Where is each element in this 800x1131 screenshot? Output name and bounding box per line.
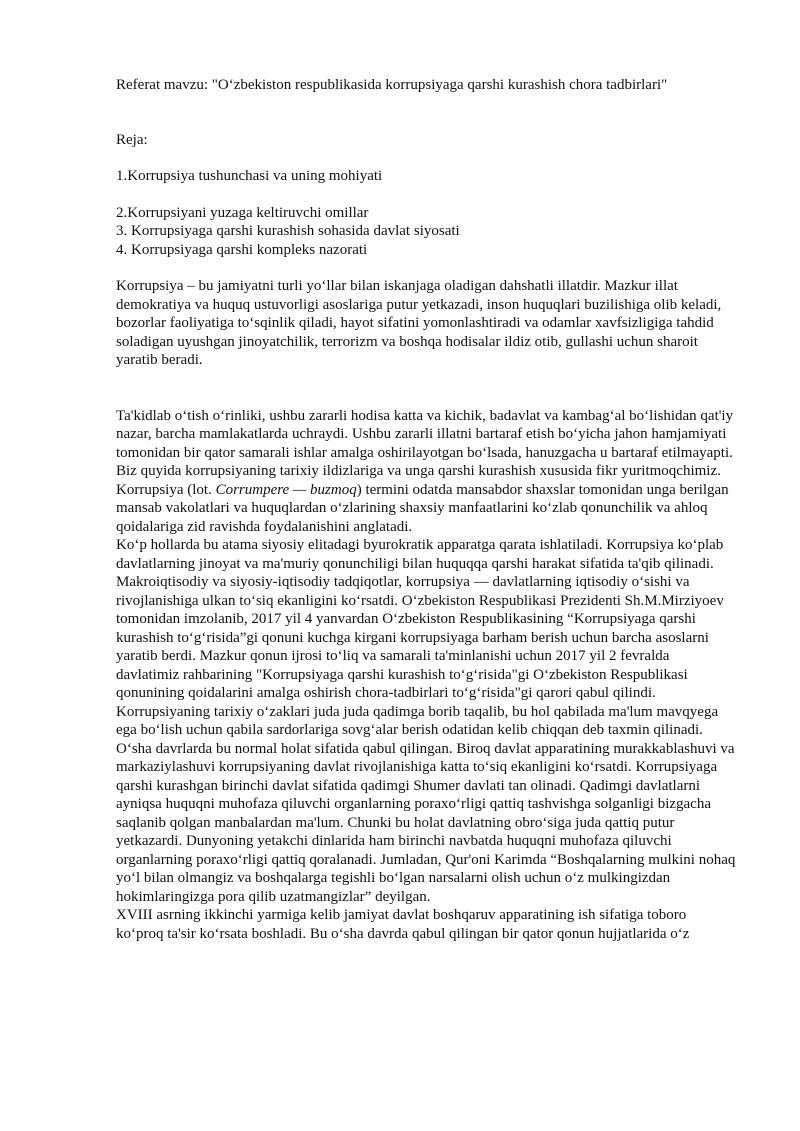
paragraph-3-emphasis: Corrumpere — buzmoq [215,481,357,498]
paragraph-7: XVIII asrning ikkinchi yarmiga kelib jamiyat davlat boshqaruv apparatining ish sifatiga toboro ko‘proq ta'sir ko‘rsata boshladi. Bu o‘sha davrda qabul qilingan bir qator qonun hujjatlarida o‘z [116,907,690,942]
paragraph-3-before: Korrupsiya (lot. [116,481,216,498]
intro-paragraph: Korrupsiya – bu jamiyatni turli yo‘llar bilan iskanjaga oladigan dahshatli illatdir. Mazkur illat demokratiya va huquq ustuvorligi asoslariga putur yetkazadi, inson huquqlari buzilishiga olib keladi, bozorlar faoliyatiga to‘sqinlik qiladi, hayot sifatini yomonlashtiradi va odamlar xavfsizligiga tahdid soladigan uyushgan jinoyatchilik, terrorizm va boshqa hodisalar ildiz otib, gullashi uchun sharoit yaratib beradi. [116,278,722,368]
plan-item-2: 2.Korrupsiyani yuzaga keltiruvchi omillar [116,204,369,221]
paragraph-3-after: ) termini odatda mansabdor shaxslar tomonidan unga berilgan mansab vakolatlari va huquqlardan o‘zlarining shaxsiy manfaatlarini ko‘zlab qonunchilik va ahloq qoidalariga zid ravishda foydalanishini anglatadi. [116,481,729,535]
plan-heading: Reja: [116,131,148,148]
document-title: Referat mavzu: "O‘zbekiston respublikasida korrupsiyaga qarshi kurashish chora tadbirlari" [116,77,668,93]
plan-item-1: 1.Korrupsiya tushunchasi va uning mohiyati [116,168,383,184]
paragraph-3 [116,481,736,537]
paragraph-2: Biz quyida korrupsiyaning tarixiy ildizlariga va unga qarshi kurashish xususida fikr yuritmoqchimiz. [116,463,721,479]
plan-item-3: 3. Korrupsiyaga qarshi kurashish sohasida davlat siyosati [116,223,460,239]
paragraph-1: Ta'kidlab o‘tish o‘rinliki, ushbu zararli hodisa katta va kichik, badavlat va kambag‘al bo‘lishidan qat'iy nazar, barcha mamlakatlarda uchraydi. Ushbu zararli illatni bartaraf etish bo‘yicha jahon hamjamiyati tomonidan bir qator samarali ishlar amalga oshirilayotgan bo‘lsada, hanuzgacha u bartaraf etilmayapti. [116,407,734,461]
paragraph-4: Ko‘p hollarda bu atama siyosiy elitadagi byurokratik apparatga qarata ishlatiladi. Korrupsiya ko‘plab davlatlarning jinoyat va ma'muriy qonunchiligi bilan huquqqa qarshi harakat sifatida ta'qib qilinadi. [116,537,724,572]
paragraph-6: Korrupsiyaning tarixiy o‘zaklari juda juda qadimga borib taqalib, bu hol qabilada ma'lum mavqyega ega bo‘lish uchun qabila sardorlariga sovg‘alar berish odatidan kelib chiqqan deb taxmin qilinadi. O‘sha davrlarda bu normal holat sifatida qabul qilingan. Biroq davlat apparatining murakkablashuvi va markaziylashuvi korrupsiyaning davlat rivojlanishiga katta to‘siq ekanligini ko‘rsatdi. Korrupsiyaga qarshi kurashgan birinchi davlat sifatida qadimgi Shumer davlati tan olinadi. Qadimgi davlatlarni ayniqsa huquqni muhofaza qiluvchi organlarning poraxo‘rligi qattiq tashvishga solganligi bizgacha saqlanib qolgan manbalardan ma'lum. Chunki bu holat davlatning obro‘siga juda qattiq putur yetkazardi. Dunyoning yetakchi dinlarida ham birinchi navbatda huquqni muhofaza qiluvchi organlarning poraxo‘rligi qattiq qoralanadi. Jumladan, Qur'oni Karimda “Boshqalarning mulkini nohaq yo‘l bilan olmangiz va boshqalarga tegishli bo‘lgan narsalarni olish uchun o‘z mulkingizdan hokimlaringizga pora qilib uzatmangizlar” deyilgan. [116,703,736,905]
paragraph-5: Makroiqtisodiy va siyosiy-iqtisodiy tadqiqotlar, korrupsiya — davlatlarning iqtisodiy o‘sishi va rivojlanishiga ulkan to‘siq ekanligini ko‘rsatdi. O‘zbekiston Respublikasi Prezidenti Sh.M.Mirziyoev tomonidan imzolanib, 2017 yil 4 yanvardan O‘zbekiston Respublikasining “Korrupsiyaga qarshi kurashish to‘g‘risida”gi qonuni kuchga kirgani korrupsiyaga barham berish uchun barcha asoslarni yaratib berdi. Mazkur qonun ijrosi to‘liq va samarali ta'minlanishi uchun 2017 yil 2 fevralda davlatimiz rahbarining "Korrupsiyaga qarshi kurashish to‘g‘risida"gi O‘zbekiston Respublikasi qonunining qoidalarini amalga oshirish chora-tadbirlari to‘g‘risida"gi qarori qabul qilindi. [116,574,724,701]
plan-item-4: 4. Korrupsiyaga qarshi kompleks nazorati [116,241,368,258]
document-page [116,76,736,943]
